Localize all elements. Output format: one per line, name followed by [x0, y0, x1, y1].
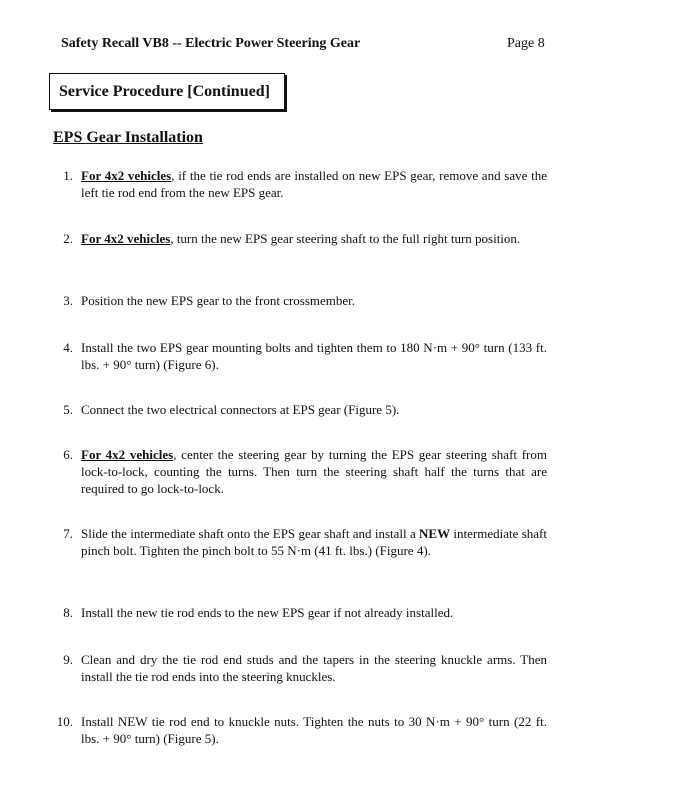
step-number: 2.: [63, 231, 73, 246]
step-lead: For 4x2 vehicles: [81, 231, 171, 246]
step-number: 3.: [63, 293, 73, 308]
step-number: 8.: [63, 605, 73, 620]
section-title: Service Procedure [Continued]: [59, 83, 270, 100]
step-emphasis: NEW: [419, 526, 451, 541]
step-lead: For 4x2 vehicles: [81, 168, 172, 183]
subsection-heading: EPS Gear Installation: [53, 129, 203, 146]
step-number: 10.: [56, 714, 73, 729]
step-number: 5.: [63, 402, 73, 417]
step-text: Slide the intermediate shaft onto the EPS gear shaft and install a NEW intermediate shaft pinch bolt. Tighten the pinch bolt to 55 N·m (41 ft. lbs.) (Figure 4).: [81, 526, 547, 558]
step-text: For 4x2 vehicles, center the steering gear by turning the EPS gear steering shaft from lock-to-lock, counting the turns. Then turn the steering shaft half the turns that are required to go lock-to-lock.: [81, 447, 547, 496]
step-number: 4.: [63, 340, 73, 355]
step-text: Clean and dry the tie rod end studs and the tapers in the steering knuckle arms. Then install the tie rod ends into the steering knuckles.: [81, 652, 547, 684]
step-text: Connect the two electrical connectors at EPS gear (Figure 5).: [81, 402, 400, 417]
step-number: 9.: [63, 652, 73, 667]
step-text: Install NEW tie rod end to knuckle nuts. Tighten the nuts to 30 N·m + 90° turn (22 ft. lbs. + 90° turn) (Figure 5).: [81, 714, 547, 746]
step-text: Position the new EPS gear to the front crossmember.: [81, 293, 356, 308]
step-text: Install the two EPS gear mounting bolts and tighten them to 180 N·m + 90° turn (133 ft. lbs. + 90° turn) (Figure 6).: [81, 340, 547, 372]
step-number: 7.: [63, 526, 73, 541]
document-header-title: Safety Recall VB8 -- Electric Power Steering Gear: [61, 36, 361, 51]
step-text: For 4x2 vehicles, if the tie rod ends are installed on new EPS gear, remove and save the left tie rod end from the new EPS gear.: [81, 168, 547, 200]
section-title-box: [49, 73, 285, 110]
page-number: Page 8: [507, 36, 545, 51]
step-text: Install the new tie rod ends to the new EPS gear if not already installed.: [81, 605, 454, 620]
step-text: For 4x2 vehicles, turn the new EPS gear steering shaft to the full right turn position.: [81, 231, 521, 246]
step-number: 1.: [63, 168, 73, 183]
step-number: 6.: [63, 447, 73, 462]
step-lead: For 4x2 vehicles: [81, 447, 174, 462]
